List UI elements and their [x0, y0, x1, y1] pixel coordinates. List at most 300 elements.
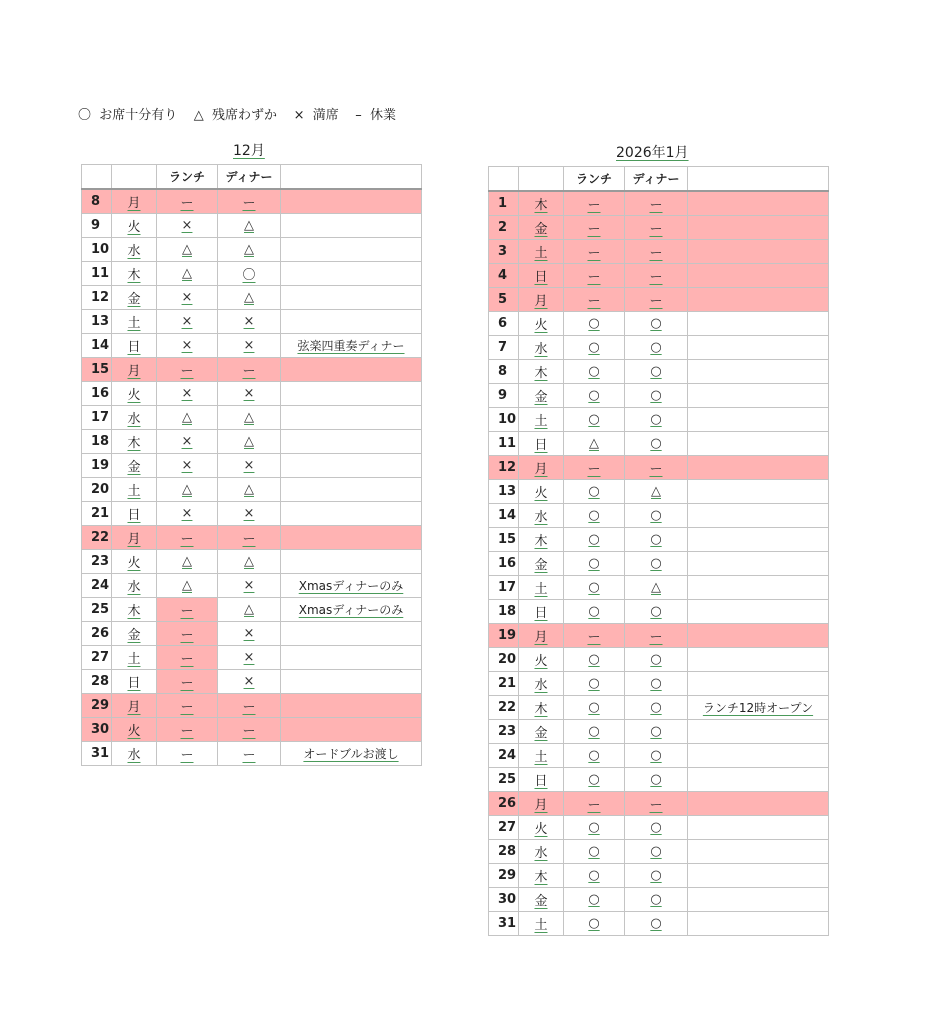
dinner-availability: ○: [650, 868, 662, 883]
day-number: 25: [489, 768, 519, 792]
dinner-availability-cell: [625, 888, 688, 912]
header-dinner: ディナー: [218, 165, 281, 190]
day-number: 11: [489, 432, 519, 456]
dinner-availability-cell: [218, 718, 281, 742]
dinner-availability-cell: [218, 286, 281, 310]
weekday-cell: [519, 408, 564, 432]
lunch-availability-cell: [157, 430, 218, 454]
weekday-cell: [112, 189, 157, 214]
day-number: 14: [489, 504, 519, 528]
weekday: 水: [534, 846, 548, 861]
note-cell: [688, 600, 829, 624]
dinner-availability-cell: [625, 456, 688, 480]
note: Xmasディナーのみ: [298, 603, 404, 617]
calendar-row: [489, 672, 829, 696]
calendar-row: [489, 480, 829, 504]
dinner-availability: ×: [243, 386, 255, 401]
lunch-availability: △: [182, 266, 192, 281]
calendar-row: [82, 742, 422, 766]
note-cell: [281, 670, 422, 694]
day-number: 26: [489, 792, 519, 816]
dinner-availability-cell: [625, 288, 688, 312]
dinner-availability-cell: [218, 742, 281, 766]
calendar-december: [81, 164, 422, 766]
lunch-availability: ○: [588, 364, 600, 379]
lunch-availability: △: [182, 578, 192, 593]
note-cell: [688, 264, 829, 288]
dinner-availability: ○: [650, 436, 662, 451]
lunch-availability-cell: [157, 478, 218, 502]
weekday-cell: [112, 382, 157, 406]
weekday-cell: [519, 792, 564, 816]
day-number: 13: [489, 480, 519, 504]
lunch-availability: ×: [181, 290, 193, 305]
weekday-cell: [519, 360, 564, 384]
note-cell: [281, 478, 422, 502]
note-cell: [281, 502, 422, 526]
dinner-availability-cell: [625, 696, 688, 720]
lunch-availability: ー: [587, 798, 601, 813]
weekday: 木: [534, 534, 548, 549]
weekday-cell: [519, 864, 564, 888]
lunch-availability: ○: [588, 892, 600, 907]
weekday-cell: [519, 648, 564, 672]
lunch-availability-cell: [564, 672, 625, 696]
header-note: [688, 167, 829, 192]
lunch-availability-cell: [564, 840, 625, 864]
weekday: 金: [127, 628, 141, 643]
weekday-cell: [519, 336, 564, 360]
dinner-availability-cell: [218, 214, 281, 238]
weekday: 日: [534, 438, 548, 453]
lunch-availability: ー: [180, 700, 194, 715]
weekday: 金: [534, 726, 548, 741]
weekday-cell: [519, 288, 564, 312]
day-number: 22: [489, 696, 519, 720]
dinner-availability: ○: [650, 364, 662, 379]
lunch-availability-cell: [564, 912, 625, 936]
lunch-availability: ー: [587, 198, 601, 213]
calendar-row: [82, 406, 422, 430]
weekday-cell: [112, 238, 157, 262]
weekday: 金: [534, 390, 548, 405]
dinner-availability: ー: [242, 364, 256, 379]
weekday-cell: [519, 624, 564, 648]
day-number: 31: [82, 742, 112, 766]
lunch-availability: ×: [181, 218, 193, 233]
calendar-row: [82, 646, 422, 670]
note-cell: [688, 744, 829, 768]
day-number: 10: [82, 238, 112, 262]
lunch-availability-cell: [564, 216, 625, 240]
note-cell: [281, 286, 422, 310]
dinner-availability: △: [244, 434, 254, 449]
weekday: 木: [534, 870, 548, 885]
day-number: 23: [82, 550, 112, 574]
lunch-availability-cell: [564, 288, 625, 312]
weekday-cell: [519, 191, 564, 216]
dinner-availability: ー: [649, 246, 663, 261]
lunch-availability-cell: [564, 816, 625, 840]
dinner-availability-cell: [625, 912, 688, 936]
lunch-availability-cell: [157, 310, 218, 334]
weekday-cell: [519, 240, 564, 264]
calendar-row: [82, 358, 422, 382]
calendar-row: [489, 720, 829, 744]
calendar-row: [82, 454, 422, 478]
weekday: 金: [534, 222, 548, 237]
dinner-availability-cell: [625, 864, 688, 888]
calendar-row: [489, 864, 829, 888]
lunch-availability: ○: [588, 772, 600, 787]
dinner-availability-cell: [625, 768, 688, 792]
lunch-availability: ○: [588, 868, 600, 883]
day-number: 27: [489, 816, 519, 840]
weekday-cell: [112, 550, 157, 574]
dinner-availability-cell: [625, 216, 688, 240]
weekday: 木: [127, 604, 141, 619]
note-cell: [281, 382, 422, 406]
note: オードブルお渡し: [303, 747, 399, 761]
dinner-availability-cell: [625, 792, 688, 816]
weekday-cell: [519, 744, 564, 768]
day-number: 16: [82, 382, 112, 406]
header-dinner: ディナー: [625, 167, 688, 192]
lunch-availability: ー: [587, 246, 601, 261]
note-cell: [688, 912, 829, 936]
dinner-availability-cell: [625, 480, 688, 504]
lunch-availability-cell: [564, 768, 625, 792]
weekday: 月: [127, 700, 141, 715]
lunch-availability-cell: [157, 454, 218, 478]
weekday: 火: [127, 556, 141, 571]
dinner-availability: ー: [649, 222, 663, 237]
calendar-row: [489, 792, 829, 816]
note-cell: [688, 240, 829, 264]
dinner-availability-cell: [625, 360, 688, 384]
dinner-availability: ー: [649, 630, 663, 645]
lunch-availability-cell: [157, 502, 218, 526]
dinner-availability-cell: [218, 574, 281, 598]
dinner-availability: ○: [650, 412, 662, 427]
dinner-availability-cell: [625, 384, 688, 408]
calendar-row: [82, 622, 422, 646]
note-cell: [281, 189, 422, 214]
calendar-row: [82, 718, 422, 742]
weekday-cell: [519, 552, 564, 576]
weekday-cell: [519, 576, 564, 600]
weekday: 土: [534, 750, 548, 765]
note-cell: [688, 624, 829, 648]
note-cell: [688, 840, 829, 864]
dinner-availability: ー: [649, 294, 663, 309]
calendar-row: [82, 574, 422, 598]
lunch-availability-cell: [157, 574, 218, 598]
note-cell: [281, 262, 422, 286]
dinner-availability: △: [244, 482, 254, 497]
lunch-availability: ○: [588, 604, 600, 619]
weekday: 土: [534, 918, 548, 933]
lunch-availability-cell: [564, 720, 625, 744]
weekday-cell: [519, 912, 564, 936]
note-cell: [281, 358, 422, 382]
calendar-row: [489, 600, 829, 624]
weekday: 月: [534, 294, 548, 309]
note-cell: [281, 238, 422, 262]
day-number: 8: [489, 360, 519, 384]
note-cell: [281, 430, 422, 454]
dinner-availability: ○: [650, 892, 662, 907]
day-number: 19: [489, 624, 519, 648]
lunch-availability-cell: [157, 694, 218, 718]
dinner-availability: ○: [650, 532, 662, 547]
dinner-availability: ×: [243, 674, 255, 689]
day-number: 30: [489, 888, 519, 912]
dinner-availability-cell: [218, 238, 281, 262]
dinner-availability: ○: [650, 340, 662, 355]
dinner-availability: ○: [650, 772, 662, 787]
lunch-availability: ○: [588, 388, 600, 403]
dinner-availability: ○: [650, 724, 662, 739]
lunch-availability: ー: [180, 748, 194, 763]
lunch-availability-cell: [157, 382, 218, 406]
note-cell: [688, 216, 829, 240]
dinner-availability: ○: [650, 556, 662, 571]
weekday: 木: [534, 198, 548, 213]
lunch-availability-cell: [564, 528, 625, 552]
dinner-availability-cell: [218, 406, 281, 430]
day-number: 10: [489, 408, 519, 432]
calendar-row: [489, 384, 829, 408]
calendar-row: [82, 310, 422, 334]
calendar-row: [489, 648, 829, 672]
dinner-availability-cell: [218, 694, 281, 718]
dinner-availability: ○: [650, 652, 662, 667]
dinner-availability-cell: [625, 576, 688, 600]
lunch-availability: ー: [587, 462, 601, 477]
note-cell: [281, 718, 422, 742]
calendar-row: [82, 382, 422, 406]
day-number: 21: [82, 502, 112, 526]
lunch-availability: △: [182, 410, 192, 425]
day-number: 27: [82, 646, 112, 670]
lunch-availability: ○: [588, 844, 600, 859]
dinner-availability-cell: [625, 504, 688, 528]
weekday-cell: [112, 718, 157, 742]
dinner-availability-cell: [218, 502, 281, 526]
weekday: 土: [127, 484, 141, 499]
dinner-availability: △: [244, 242, 254, 257]
dinner-availability: △: [651, 580, 661, 595]
dinner-availability: ○: [650, 844, 662, 859]
dinner-availability-cell: [625, 191, 688, 216]
weekday: 火: [534, 654, 548, 669]
lunch-availability-cell: [564, 504, 625, 528]
weekday-cell: [519, 816, 564, 840]
weekday: 火: [534, 318, 548, 333]
dinner-availability: ○: [650, 700, 662, 715]
note-cell: [688, 456, 829, 480]
calendar-row: [82, 502, 422, 526]
weekday: 水: [127, 412, 141, 427]
dinner-availability: ー: [242, 724, 256, 739]
lunch-availability: ー: [587, 630, 601, 645]
dinner-availability-cell: [625, 408, 688, 432]
note-cell: [281, 310, 422, 334]
lunch-availability-cell: [157, 598, 218, 622]
weekday: 水: [534, 510, 548, 525]
weekday-cell: [519, 600, 564, 624]
calendar-row: [489, 744, 829, 768]
lunch-availability-cell: [157, 718, 218, 742]
calendar-title-december: 12月: [233, 143, 265, 159]
dinner-availability-cell: [218, 382, 281, 406]
weekday-cell: [519, 456, 564, 480]
day-number: 14: [82, 334, 112, 358]
dinner-availability-cell: [625, 816, 688, 840]
weekday-cell: [519, 384, 564, 408]
dinner-availability-cell: [625, 840, 688, 864]
lunch-availability-cell: [157, 646, 218, 670]
lunch-availability-cell: [564, 480, 625, 504]
lunch-availability: ×: [181, 386, 193, 401]
calendar-row: [489, 816, 829, 840]
note-cell: [281, 574, 422, 598]
calendar-row: [489, 312, 829, 336]
lunch-availability-cell: [157, 238, 218, 262]
weekday-cell: [112, 310, 157, 334]
dinner-availability-cell: [218, 598, 281, 622]
note: ランチ12時オープン: [702, 701, 814, 715]
lunch-availability: ー: [180, 628, 194, 643]
dinner-availability-cell: [218, 454, 281, 478]
weekday: 火: [127, 220, 141, 235]
dinner-availability-cell: [218, 526, 281, 550]
weekday: 水: [127, 580, 141, 595]
lunch-availability-cell: [157, 526, 218, 550]
weekday-cell: [112, 454, 157, 478]
dinner-availability: △: [244, 410, 254, 425]
day-number: 24: [489, 744, 519, 768]
lunch-availability: ○: [588, 916, 600, 931]
weekday: 日: [534, 774, 548, 789]
calendar-row: [489, 456, 829, 480]
weekday: 土: [127, 316, 141, 331]
day-number: 23: [489, 720, 519, 744]
calendar-row: [489, 696, 829, 720]
lunch-availability: ○: [588, 580, 600, 595]
lunch-availability: ○: [588, 700, 600, 715]
weekday-cell: [112, 214, 157, 238]
dinner-availability-cell: [218, 478, 281, 502]
day-number: 24: [82, 574, 112, 598]
dinner-availability: ー: [242, 196, 256, 211]
lunch-availability: ー: [587, 294, 601, 309]
lunch-availability: ー: [180, 364, 194, 379]
calendar-row: [489, 240, 829, 264]
weekday-cell: [112, 742, 157, 766]
calendar-row: [489, 264, 829, 288]
weekday: 火: [534, 486, 548, 501]
lunch-availability-cell: [157, 262, 218, 286]
weekday: 水: [534, 342, 548, 357]
dinner-availability: ○: [650, 676, 662, 691]
lunch-availability-cell: [564, 264, 625, 288]
calendar-header-row: [489, 167, 829, 192]
dinner-availability: ×: [243, 458, 255, 473]
dinner-availability: ○: [650, 916, 662, 931]
day-number: 22: [82, 526, 112, 550]
weekday: 木: [127, 268, 141, 283]
dinner-availability: ー: [242, 532, 256, 547]
day-number: 25: [82, 598, 112, 622]
lunch-availability: △: [182, 482, 192, 497]
lunch-availability-cell: [157, 550, 218, 574]
lunch-availability: ー: [587, 222, 601, 237]
lunch-availability: △: [182, 242, 192, 257]
note-cell: [281, 454, 422, 478]
day-number: 9: [82, 214, 112, 238]
lunch-availability: ○: [588, 412, 600, 427]
dinner-availability-cell: [218, 334, 281, 358]
calendar-row: [82, 430, 422, 454]
lunch-availability-cell: [157, 622, 218, 646]
calendar-row: [82, 214, 422, 238]
note-cell: [281, 598, 422, 622]
weekday-cell: [519, 888, 564, 912]
calendar-row: [82, 238, 422, 262]
calendar-row: [82, 286, 422, 310]
weekday-cell: [112, 478, 157, 502]
lunch-availability-cell: [564, 408, 625, 432]
weekday-cell: [112, 430, 157, 454]
day-number: 11: [82, 262, 112, 286]
dinner-availability: ○: [650, 820, 662, 835]
day-number: 20: [489, 648, 519, 672]
lunch-availability: ○: [588, 532, 600, 547]
dinner-availability: ー: [242, 748, 256, 763]
weekday: 金: [127, 460, 141, 475]
note-cell: [688, 360, 829, 384]
lunch-availability-cell: [564, 624, 625, 648]
note-cell: [281, 406, 422, 430]
weekday-cell: [112, 670, 157, 694]
dinner-availability: ー: [649, 462, 663, 477]
weekday-cell: [519, 504, 564, 528]
dinner-availability-cell: [625, 648, 688, 672]
weekday: 火: [534, 822, 548, 837]
note-cell: [281, 646, 422, 670]
weekday: 木: [534, 366, 548, 381]
calendar-row: [489, 768, 829, 792]
day-number: 17: [82, 406, 112, 430]
calendar-january: [488, 166, 829, 936]
lunch-availability: ー: [180, 532, 194, 547]
lunch-availability: ○: [588, 820, 600, 835]
dinner-availability: ○: [650, 748, 662, 763]
calendar-row: [489, 912, 829, 936]
day-number: 12: [82, 286, 112, 310]
dinner-availability: ×: [243, 314, 255, 329]
lunch-availability: ○: [588, 556, 600, 571]
dinner-availability-cell: [625, 336, 688, 360]
weekday: 金: [127, 292, 141, 307]
note-cell: [688, 480, 829, 504]
dinner-availability-cell: [218, 358, 281, 382]
lunch-availability: ー: [180, 604, 194, 619]
lunch-availability-cell: [157, 214, 218, 238]
lunch-availability-cell: [564, 432, 625, 456]
